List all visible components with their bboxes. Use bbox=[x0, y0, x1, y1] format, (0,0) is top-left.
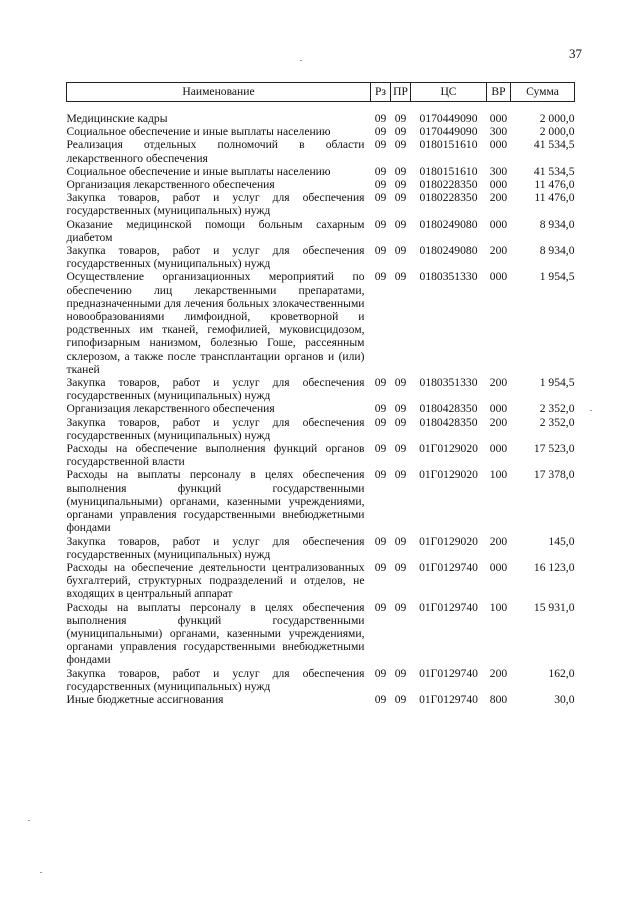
header-name: Наименование bbox=[67, 83, 371, 102]
row-name: Закупка товаров, работ и услуг для обеспечения государственных (муниципальных) нужд bbox=[66, 534, 365, 561]
row-sum: 17 378,0 bbox=[533, 468, 575, 482]
row-cs: 0180249080 bbox=[419, 217, 478, 231]
row-name: Иные бюджетные ассигнования bbox=[66, 692, 224, 706]
page-number: 37 bbox=[569, 46, 582, 61]
header-sum: Сумма bbox=[511, 83, 575, 102]
row-rz: 09 bbox=[374, 442, 387, 456]
row-rz: 09 bbox=[374, 415, 387, 429]
row-sum: 11 476,0 bbox=[534, 191, 575, 205]
row-vr: 000 bbox=[489, 402, 508, 416]
table-row bbox=[67, 601, 575, 667]
row-cs: 0180228350 bbox=[419, 191, 478, 205]
scan-speck bbox=[300, 60, 302, 61]
row-pr: 09 bbox=[394, 692, 407, 706]
row-cs: 0180151610 bbox=[419, 164, 478, 178]
row-pr: 09 bbox=[394, 442, 407, 456]
table-row bbox=[67, 402, 575, 415]
row-vr: 200 bbox=[489, 376, 508, 390]
row-pr: 09 bbox=[394, 217, 407, 231]
row-cs: 0180351330 bbox=[419, 270, 478, 284]
row-sum: 16 123,0 bbox=[533, 560, 575, 574]
row-cs: 0180228350 bbox=[419, 178, 478, 192]
row-name: Расходы на обеспечение деятельности централизованных бухгалтерий, структурных подразделений и отделов, не входящих в центральный аппарат bbox=[66, 560, 365, 601]
row-pr: 09 bbox=[394, 666, 407, 680]
table-row bbox=[67, 376, 575, 402]
row-rz: 09 bbox=[374, 244, 387, 258]
row-sum: 1 954,5 bbox=[539, 270, 575, 284]
table-row bbox=[67, 178, 575, 191]
row-name: Реализация отдельных полномочий в области лекарственного обеспечения bbox=[66, 138, 365, 165]
row-rz: 09 bbox=[374, 376, 387, 390]
row-sum: 17 523,0 bbox=[533, 442, 575, 456]
row-rz: 09 bbox=[374, 468, 387, 482]
row-pr: 09 bbox=[394, 560, 407, 574]
row-rz: 09 bbox=[374, 402, 387, 416]
row-name: Организация лекарственного обеспечения bbox=[66, 178, 275, 192]
row-cs: 0180428350 bbox=[419, 402, 478, 416]
row-rz: 09 bbox=[374, 600, 387, 614]
row-rz: 09 bbox=[374, 125, 387, 139]
row-rz: 09 bbox=[374, 138, 387, 152]
row-sum: 2 000,0 bbox=[539, 112, 575, 125]
row-sum: 15 931,0 bbox=[533, 600, 575, 614]
table-row bbox=[67, 270, 575, 376]
row-vr: 000 bbox=[489, 560, 508, 574]
row-name: Закупка товаров, работ и услуг для обеспечения государственных (муниципальных) нужд bbox=[66, 244, 365, 271]
row-name: Осуществление организационных мероприятий по обеспечению лиц лекарственными препаратами, предназначенными для лечения больных злокачественными новообразованиями лимфоидной, кроветворной и родственных им тканей, гемофилией, муковисцидозом, гипофизарным нанизмом, болезнью Гоше, рассеянным склерозом, а также после трансплантации органов и (или) тканей bbox=[66, 270, 365, 376]
row-sum: 2 000,0 bbox=[539, 125, 575, 139]
row-pr: 09 bbox=[394, 402, 407, 416]
row-sum: 162,0 bbox=[548, 666, 575, 680]
row-name: Оказание медицинской помощи больным сахарным диабетом bbox=[66, 217, 365, 244]
row-cs: 01Г0129740 bbox=[419, 692, 478, 706]
row-cs: 01Г0129020 bbox=[419, 534, 478, 548]
row-pr: 09 bbox=[394, 112, 407, 125]
scan-speck bbox=[590, 410, 592, 411]
row-sum: 8 934,0 bbox=[539, 217, 575, 231]
header-vr: ВР bbox=[487, 83, 511, 102]
row-name: Медицинские кадры bbox=[66, 112, 168, 125]
row-vr: 000 bbox=[489, 442, 508, 456]
row-rz: 09 bbox=[374, 666, 387, 680]
row-name: Социальное обеспечение и иные выплаты населению bbox=[66, 125, 331, 139]
row-rz: 09 bbox=[374, 112, 387, 125]
header-pr: ПР bbox=[391, 83, 411, 102]
row-vr: 800 bbox=[489, 692, 508, 706]
row-vr: 300 bbox=[489, 164, 508, 178]
table-row bbox=[67, 468, 575, 534]
row-name: Социальное обеспечение и иные выплаты населению bbox=[66, 164, 331, 178]
table-row bbox=[67, 218, 575, 244]
row-pr: 09 bbox=[394, 468, 407, 482]
row-pr: 09 bbox=[394, 244, 407, 258]
row-cs: 0170449090 bbox=[419, 112, 478, 125]
row-cs: 01Г0129740 bbox=[419, 666, 478, 680]
row-pr: 09 bbox=[394, 125, 407, 139]
table-header-row bbox=[67, 83, 575, 102]
row-cs: 01Г0129020 bbox=[419, 442, 478, 456]
table-row bbox=[67, 165, 575, 178]
row-vr: 000 bbox=[489, 217, 508, 231]
row-vr: 000 bbox=[489, 138, 508, 152]
table-row bbox=[67, 535, 575, 561]
table-row bbox=[67, 138, 575, 164]
row-rz: 09 bbox=[374, 191, 387, 205]
row-vr: 200 bbox=[489, 534, 508, 548]
row-name: Расходы на обеспечение выполнения функций органов государственной власти bbox=[66, 442, 365, 469]
row-name: Расходы на выплаты персоналу в целях обеспечения выполнения функций государственными (муниципальными) органами, казенными учреждениями, органами управления государственными внебюджетными фондами bbox=[66, 468, 365, 535]
row-sum: 1 954,5 bbox=[539, 376, 575, 390]
row-sum: 2 352,0 bbox=[539, 402, 575, 416]
row-name: Закупка товаров, работ и услуг для обеспечения государственных (муниципальных) нужд bbox=[66, 191, 365, 218]
row-sum: 8 934,0 bbox=[539, 244, 575, 258]
row-cs: 0170449090 bbox=[419, 125, 478, 139]
row-name: Организация лекарственного обеспечения bbox=[66, 402, 275, 416]
row-vr: 100 bbox=[489, 600, 508, 614]
budget-table bbox=[66, 82, 575, 706]
table-row bbox=[67, 191, 575, 217]
row-sum: 41 534,5 bbox=[533, 138, 575, 152]
row-pr: 09 bbox=[394, 534, 407, 548]
row-sum: 11 476,0 bbox=[534, 178, 575, 192]
row-pr: 09 bbox=[394, 191, 407, 205]
row-name: Закупка товаров, работ и услуг для обеспечения государственных (муниципальных) нужд bbox=[66, 376, 365, 403]
row-pr: 09 bbox=[394, 270, 407, 284]
table-row bbox=[67, 244, 575, 270]
row-cs: 01Г0129740 bbox=[419, 600, 478, 614]
table-row bbox=[67, 561, 575, 601]
row-rz: 09 bbox=[374, 178, 387, 192]
table-row bbox=[67, 693, 575, 706]
row-vr: 200 bbox=[489, 244, 508, 258]
row-cs: 0180249080 bbox=[419, 244, 478, 258]
row-cs: 0180351330 bbox=[419, 376, 478, 390]
row-rz: 09 bbox=[374, 534, 387, 548]
row-vr: 200 bbox=[489, 666, 508, 680]
row-vr: 200 bbox=[489, 415, 508, 429]
row-vr: 000 bbox=[489, 270, 508, 284]
row-pr: 09 bbox=[394, 376, 407, 390]
table-row bbox=[67, 442, 575, 468]
row-rz: 09 bbox=[374, 270, 387, 284]
row-sum: 30,0 bbox=[554, 692, 575, 706]
row-cs: 0180428350 bbox=[419, 415, 478, 429]
row-rz: 09 bbox=[374, 560, 387, 574]
row-vr: 000 bbox=[489, 178, 508, 192]
row-vr: 100 bbox=[489, 468, 508, 482]
row-vr: 200 bbox=[489, 191, 508, 205]
row-rz: 09 bbox=[374, 164, 387, 178]
row-sum: 41 534,5 bbox=[533, 164, 575, 178]
row-pr: 09 bbox=[394, 178, 407, 192]
scan-speck bbox=[28, 820, 30, 821]
table-body bbox=[67, 102, 575, 707]
row-cs: 01Г0129740 bbox=[419, 560, 478, 574]
row-pr: 09 bbox=[394, 600, 407, 614]
row-name: Закупка товаров, работ и услуг для обеспечения государственных (муниципальных) нужд bbox=[66, 666, 365, 693]
row-pr: 09 bbox=[394, 138, 407, 152]
row-pr: 09 bbox=[394, 164, 407, 178]
row-rz: 09 bbox=[374, 692, 387, 706]
row-sum: 145,0 bbox=[548, 534, 575, 548]
row-vr: 000 bbox=[489, 112, 508, 125]
table-row bbox=[67, 667, 575, 693]
table-row bbox=[67, 125, 575, 138]
row-name: Закупка товаров, работ и услуг для обеспечения государственных (муниципальных) нужд bbox=[66, 415, 365, 442]
row-sum: 2 352,0 bbox=[539, 415, 575, 429]
row-rz: 09 bbox=[374, 217, 387, 231]
header-rz: Рз bbox=[371, 83, 391, 102]
row-pr: 09 bbox=[394, 415, 407, 429]
table-row bbox=[67, 416, 575, 442]
row-cs: 0180151610 bbox=[419, 138, 478, 152]
row-cs: 01Г0129020 bbox=[419, 468, 478, 482]
scan-speck bbox=[40, 872, 42, 873]
header-cs: ЦС bbox=[411, 83, 487, 102]
table-row bbox=[67, 102, 575, 126]
row-name: Расходы на выплаты персоналу в целях обеспечения выполнения функций государственными (муниципальными) органами, казенными учреждениями, органами управления государственными внебюджетными фондами bbox=[66, 600, 365, 667]
row-vr: 300 bbox=[489, 125, 508, 139]
